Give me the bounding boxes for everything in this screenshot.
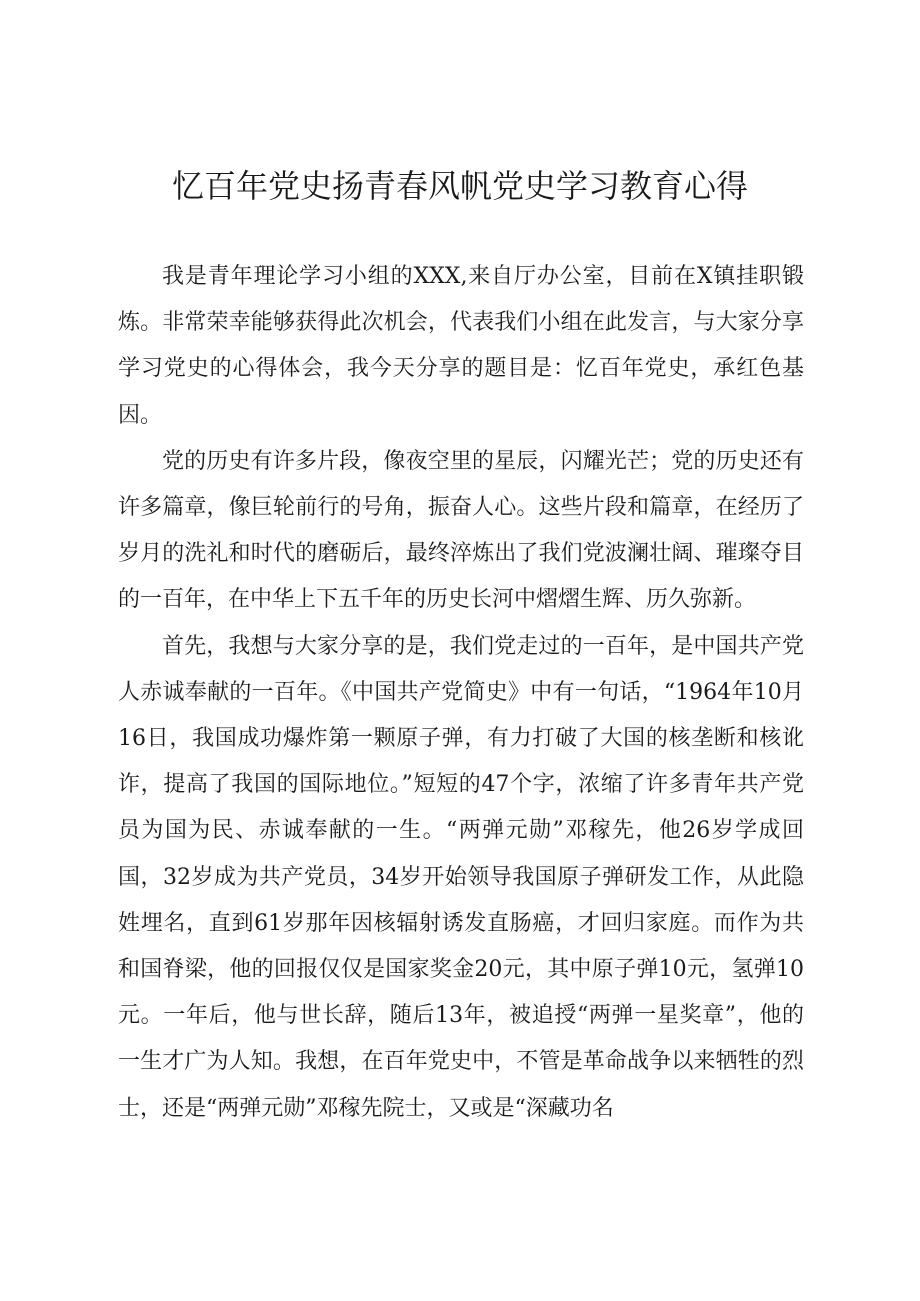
document-title: 忆百年党史扬青春风帆党史学习教育心得 — [171, 167, 748, 205]
paragraph-history: 党的历史有许多片段，像夜空里的星辰，闪耀光芒；党的历史还有许多篇章，像巨轮前行的号角，振奋人心。这些片段和篇章，在经历了岁月的洗礼和时代的磨砺后，最终淬炼出了我们党波澜壮阔、璀璨夺目的一百年，在中华上下五千年的历史长河中熠熠生辉、历久弥新。 — [118, 448, 804, 613]
paragraph-intro: 我是青年理论学习小组的XXX,来自厅办公室，目前在X镇挂职锻炼。非常荣幸能够获得此次机会，代表我们小组在此发言，与大家分享学习党史的心得体会，我今天分享的题目是：忆百年党史，承红色基因。 — [118, 264, 804, 428]
paragraph-dedication: 首先，我想与大家分享的是，我们党走过的一百年，是中国共产党人赤诚奉献的一百年。《中国共产党简史》中有一句话，“1964年10月16日，我国成功爆炸第一颗原子弹，有力打破了大国的核垄断和核讹诈，提高了我国的国际地位。”短短的47个字，浓缩了许多青年共产党员为国为民、赤诚奉献的一生。“两弹元勋”邓稼先，他26岁学成回国，32岁成为共产党员，34岁开始领导我国原子弹研发工作，从此隐姓埋名，直到61岁那年因核辐射诱发直肠癌，才回归家庭。而作为共和国脊梁，他的回报仅仅是国家奖金20元，其中原子弹10元，氢弹10元。一年后，他与世长辞，随后13年，被追授“两弹一星奖章”，他的一生才广为人知。我想，在百年党史中，不管是革命战争以来牺牲的烈士，还是“两弹元勋”邓稼先院士，又或是“深藏功名 — [118, 633, 804, 1121]
document-body — [118, 254, 804, 1132]
